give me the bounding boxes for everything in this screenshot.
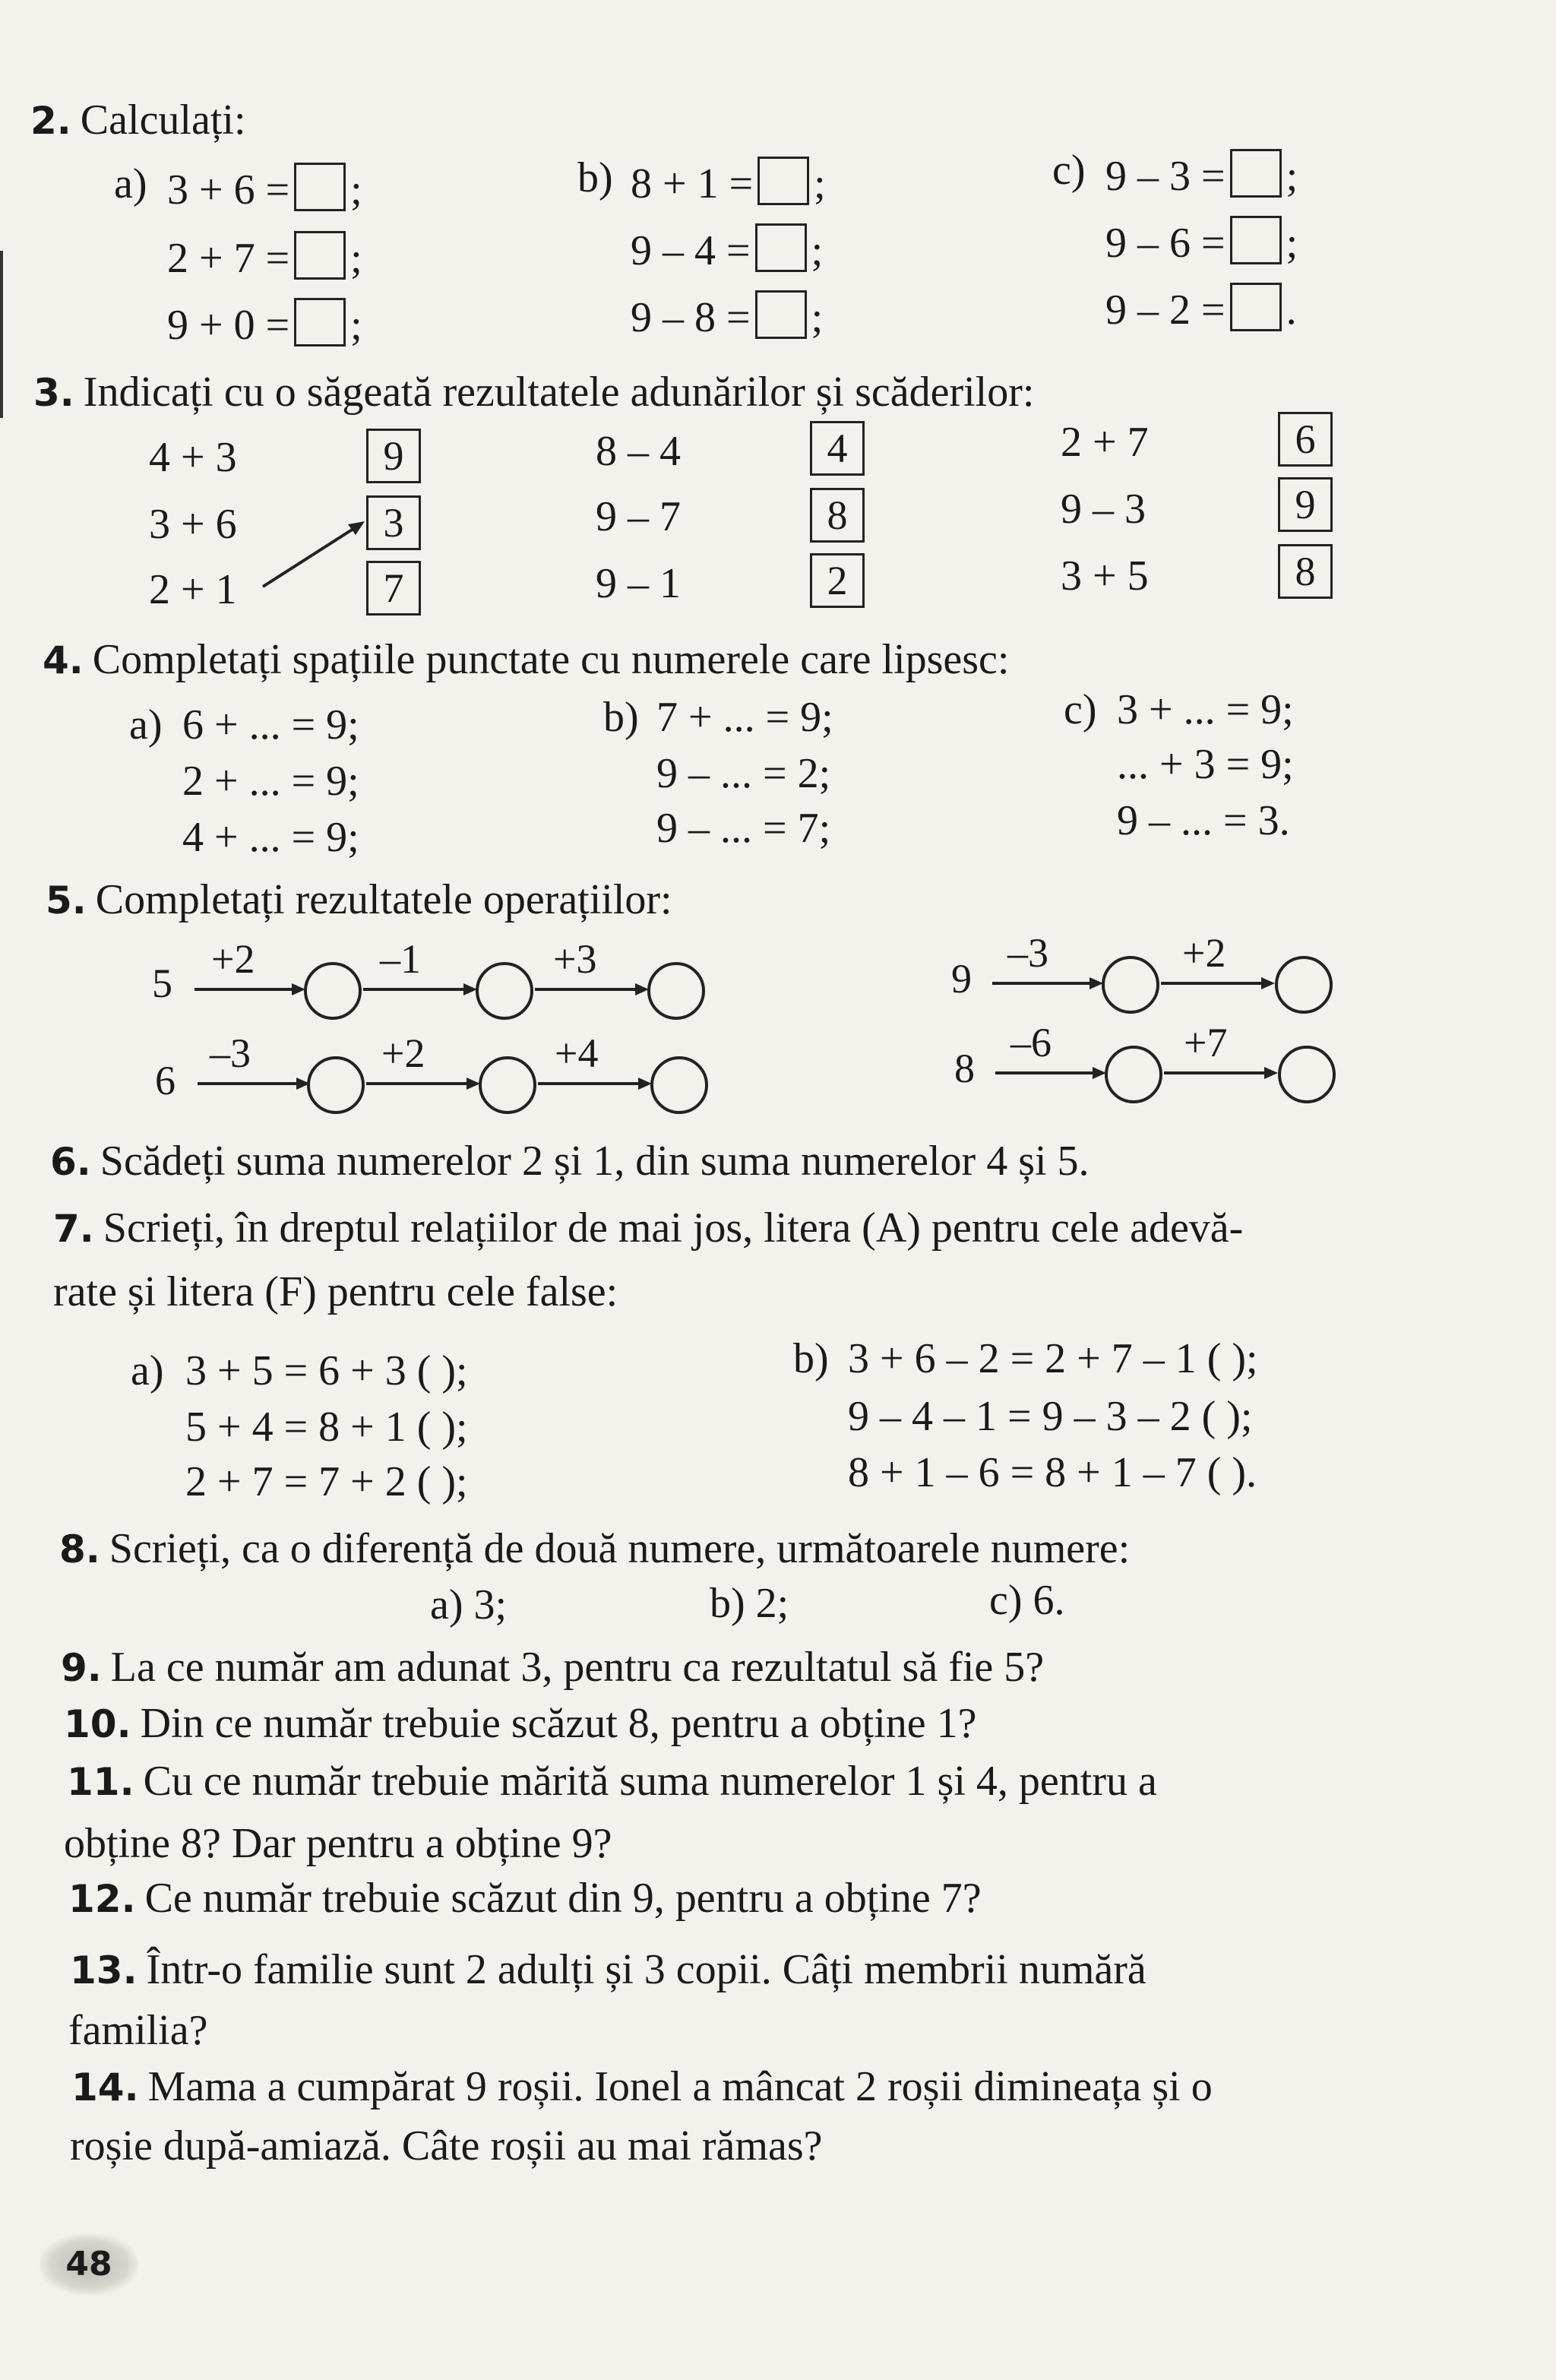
ex2-c-line-1: 9 – 3 = ; (1105, 149, 1298, 198)
chain-start: 8 (954, 1046, 975, 1091)
ex7-a-line: 3 + 5 = 6 + 3 ( ); (185, 1347, 468, 1394)
exercise-13-line-1 (70, 1948, 1146, 1991)
ex3-op: 9 – 7 (596, 493, 681, 540)
exercise-text: Scrieți, ca o diferență de două numere, următoarele numere: (109, 1525, 1131, 1572)
result-box[interactable]: 9 (1278, 477, 1333, 532)
ex7-a-line: 2 + 7 = 7 + 2 ( ); (185, 1458, 468, 1505)
exercise-number: 5. (46, 878, 87, 923)
exercise-11-line-1 (67, 1758, 1157, 1805)
ex3-op: 8 – 4 (596, 428, 681, 475)
ex7-a-label: a) (131, 1347, 164, 1394)
exercise-number: 13. (70, 1948, 138, 1992)
exercise-number: 9. (61, 1646, 102, 1690)
exercise-10 (64, 1702, 977, 1745)
chain-op: +2 (211, 936, 255, 982)
answer-box[interactable] (1230, 216, 1282, 264)
answer-circle[interactable] (1106, 1047, 1161, 1102)
ex7-b-label: b) (793, 1335, 829, 1382)
ex4-a-line: 2 + ... = 9; (182, 758, 359, 805)
chain-start: 5 (152, 961, 172, 1006)
chain-op: +2 (1182, 930, 1226, 976)
ex2-a-line-3: 9 + 0 = ; (167, 298, 362, 347)
ex7-b-line: 3 + 6 – 2 = 2 + 7 – 1 ( ); (848, 1335, 1258, 1382)
exercise-8 (59, 1527, 1130, 1570)
chain-start: 6 (155, 1058, 176, 1103)
chain-op: +2 (381, 1030, 425, 1076)
chain-op: –3 (1007, 930, 1048, 976)
exercise-text: Completați rezultatele operațiilor: (95, 876, 672, 923)
ex4-a-line: 6 + ... = 9; (182, 701, 359, 748)
exercise-number: 3. (33, 371, 74, 415)
ex8-item: c) 6. (989, 1577, 1065, 1624)
ex2-a-label: a) (114, 160, 147, 207)
answer-box[interactable] (294, 298, 346, 347)
exercise-number: 14. (71, 2065, 139, 2109)
exercise-14-line-2: roșie după-amiază. Câte roșii au mai rămas? (70, 2122, 823, 2170)
exercise-text: Într-o familie sunt 2 adulți și 3 copii. Câți membrii numără (146, 1946, 1146, 1993)
chain-op: –6 (1010, 1020, 1052, 1065)
answer-circle[interactable] (480, 1058, 535, 1112)
ex2-b-label: b) (577, 154, 613, 201)
exercise-number: 8. (59, 1527, 100, 1571)
answer-circle[interactable] (1276, 957, 1331, 1012)
ex3-op: 9 – 1 (596, 560, 681, 607)
answer-circle[interactable] (649, 964, 704, 1018)
ex2-a-line-1: 3 + 6 = ; (167, 163, 362, 211)
ex3-op: 9 – 3 (1061, 486, 1146, 533)
ex2-c-label: c) (1052, 147, 1086, 194)
exercise-text: Ce număr trebuie scăzut din 9, pentru a obține 7? (144, 1875, 982, 1922)
ex4-b-line: 9 – ... = 7; (656, 805, 831, 852)
exercise-12 (68, 1877, 982, 1920)
exercise-9 (61, 1644, 1045, 1691)
ex4-b-line: 7 + ... = 9; (656, 694, 833, 741)
ex4-c-line: 3 + ... = 9; (1117, 686, 1294, 733)
exercise-13-line-2: familia? (68, 2007, 208, 2054)
chain-5 (152, 936, 704, 1018)
exercise-4-title (43, 638, 1009, 681)
chain-6 (155, 1030, 707, 1112)
exercise-2-title (30, 97, 246, 144)
ex2-c-line-2: 9 – 6 = ; (1105, 216, 1298, 264)
ex3-op: 2 + 7 (1061, 419, 1149, 466)
exercise-number: 6. (50, 1140, 91, 1184)
chain-9 (951, 930, 1331, 1012)
result-box[interactable]: 9 (366, 429, 421, 483)
ex4-a-label: a) (129, 701, 163, 748)
operation-chains (0, 927, 1556, 1125)
answer-circle[interactable] (477, 964, 532, 1018)
exercise-text: Din ce număr trebuie scăzut 8, pentru a obține 1? (140, 1700, 977, 1747)
result-box[interactable]: 4 (810, 421, 865, 476)
example-arrow (258, 502, 372, 593)
chain-op: +4 (555, 1030, 599, 1076)
exercise-11-line-2: obține 8? Dar pentru a obține 9? (64, 1820, 612, 1867)
exercise-text: Indicați cu o săgeată rezultatele adunărilor și scăderilor: (83, 369, 1035, 416)
ex2-c-line-3: 9 – 2 = . (1105, 283, 1297, 331)
exercise-5-title (46, 878, 672, 921)
exercise-text: Calculați: (80, 97, 246, 144)
answer-circle[interactable] (1279, 1047, 1334, 1102)
result-box[interactable]: 8 (810, 488, 865, 543)
chain-op: –3 (210, 1030, 251, 1076)
ex8-item: a) 3; (430, 1581, 508, 1628)
chain-op: +7 (1184, 1020, 1228, 1065)
exercise-number: 7. (53, 1207, 94, 1251)
page-number: 48 (40, 2234, 138, 2295)
answer-box[interactable] (294, 163, 346, 211)
chain-8 (954, 1020, 1334, 1102)
exercise-3-title (33, 369, 1035, 416)
answer-circle[interactable] (305, 964, 360, 1018)
answer-box[interactable] (294, 231, 346, 280)
exercise-6 (50, 1138, 1090, 1185)
ex4-c-label: c) (1064, 686, 1097, 733)
answer-box[interactable] (1230, 283, 1282, 331)
ex4-c-line: 9 – ... = 3. (1117, 797, 1290, 844)
ex8-item: b) 2; (710, 1580, 789, 1627)
exercise-text: Completați spațiile punctate cu numerele care lipsesc: (92, 636, 1010, 683)
chain-start: 9 (951, 956, 972, 1002)
exercise-7-line-2: rate și litera (F) pentru cele false: (53, 1268, 618, 1315)
ex7-a-line: 5 + 4 = 8 + 1 ( ); (185, 1404, 468, 1451)
exercise-number: 4. (43, 638, 84, 682)
answer-box[interactable] (755, 223, 807, 272)
exercise-14-line-1 (71, 2065, 1213, 2108)
answer-circle[interactable] (308, 1058, 363, 1112)
chain-op: –1 (380, 936, 421, 982)
ex3-op: 4 + 3 (149, 434, 237, 481)
answer-box[interactable] (757, 157, 809, 205)
result-box[interactable]: 8 (1278, 544, 1333, 599)
ex7-b-line: 9 – 4 – 1 = 9 – 3 – 2 ( ); (848, 1393, 1253, 1440)
result-box[interactable]: 6 (1278, 412, 1333, 467)
answer-circle[interactable] (1103, 957, 1158, 1012)
result-box[interactable]: 7 (366, 561, 421, 616)
exercise-7-line-1 (53, 1204, 1244, 1252)
exercise-text: Scădeți suma numerelor 2 și 1, din suma numerelor 4 și 5. (100, 1138, 1090, 1185)
answer-box[interactable] (1230, 149, 1282, 198)
exercise-number: 10. (64, 1702, 131, 1746)
ex2-b-line-2: 9 – 4 = ; (631, 223, 823, 272)
exercise-text: Mama a cumpărat 9 roșii. Ionel a mâncat 2 roșii dimineața și o (147, 2063, 1213, 2110)
ex4-c-line: ... + 3 = 9; (1117, 741, 1294, 788)
exercise-number: 12. (68, 1877, 136, 1921)
ex7-b-line: 8 + 1 – 6 = 8 + 1 – 7 ( ). (848, 1449, 1257, 1496)
ex3-op: 2 + 1 (149, 566, 237, 613)
result-box[interactable]: 3 (366, 495, 421, 550)
exercise-text: La ce număr am adunat 3, pentru ca rezultatul să fie 5? (110, 1644, 1045, 1691)
ex4-b-label: b) (603, 694, 639, 741)
ex2-b-line-3: 9 – 8 = ; (631, 290, 823, 339)
ex3-op: 3 + 5 (1061, 552, 1149, 600)
exercise-number: 11. (67, 1760, 134, 1804)
answer-box[interactable] (755, 290, 807, 339)
ex2-a-line-2: 2 + 7 = ; (167, 231, 362, 280)
ex4-a-line: 4 + ... = 9; (182, 814, 359, 861)
ex3-op: 3 + 6 (149, 501, 237, 548)
exercise-text: Cu ce număr trebuie mărită suma numerelor 1 și 4, pentru a (143, 1758, 1157, 1805)
binding-mark (0, 251, 3, 418)
exercise-text: Scrieți, în dreptul relațiilor de mai jos, litera (A) pentru cele adevă- (103, 1204, 1244, 1252)
result-box[interactable]: 2 (810, 553, 865, 608)
chain-op: +3 (553, 936, 597, 982)
exercise-number: 2. (30, 99, 71, 143)
ex4-b-line: 9 – ... = 2; (656, 750, 831, 797)
ex2-b-line-1: 8 + 1 = ; (631, 157, 826, 205)
answer-circle[interactable] (652, 1058, 707, 1112)
